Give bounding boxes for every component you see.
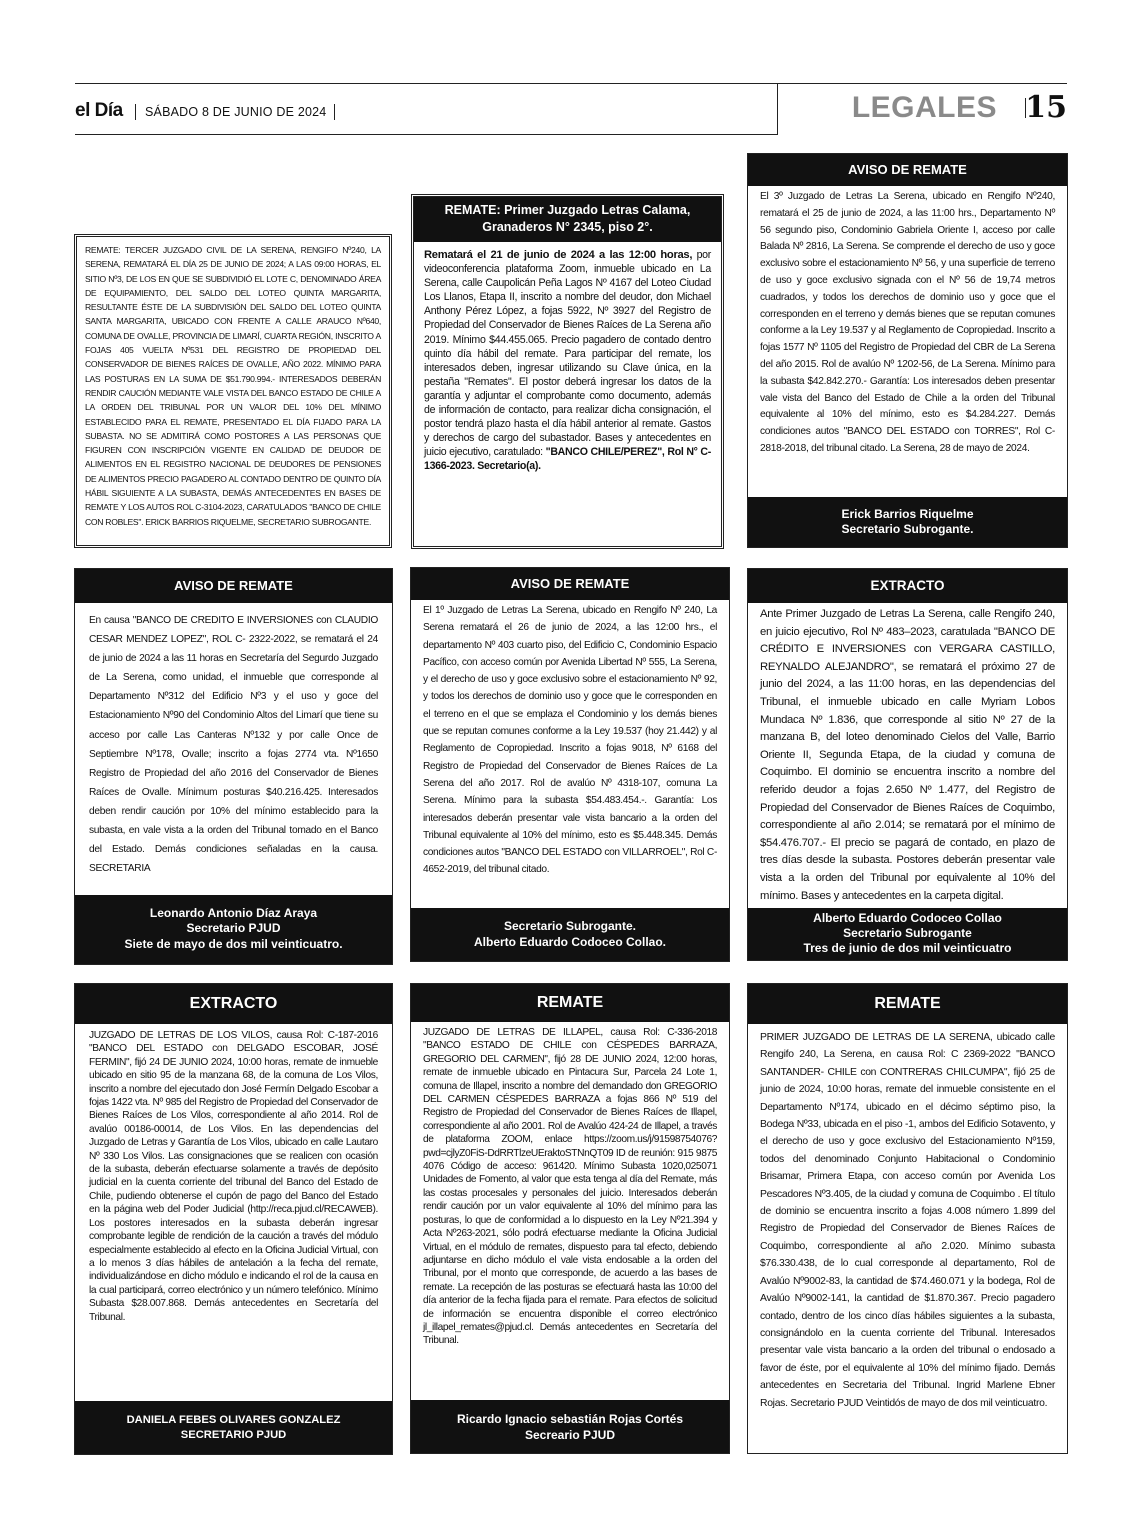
legal-notice-extracto-los-vilos (74, 983, 393, 1455)
legal-notice-aviso-remate-3 (747, 153, 1068, 548)
legal-notice-aviso-remate-ovalle (74, 568, 393, 965)
legal-notice-remate-illapel (410, 983, 730, 1454)
signatory-title: Secretario PJUD (186, 921, 281, 935)
notice-title: AVISO DE REMATE (411, 568, 729, 600)
notice-title: REMATE (748, 984, 1067, 1024)
notice-title: EXTRACTO (748, 569, 1067, 603)
signatory-title: Secretario Subrogante. (841, 522, 974, 536)
page-header (75, 90, 1067, 134)
signatory-name: Leonardo Antonio Díaz Araya (149, 905, 318, 920)
section-title: LEGALES (851, 91, 997, 124)
notice-footer (748, 497, 1067, 547)
header-bottom-rule (75, 134, 778, 135)
legal-notice-remate-calama (411, 194, 724, 549)
header-divider (334, 104, 335, 120)
page-number: 15 (1025, 90, 1067, 125)
notice-title: AVISO DE REMATE (748, 154, 1067, 186)
signatory-name: Erick Barrios Riquelme (841, 507, 974, 521)
notice-body: JUZGADO DE LETRAS DE ILLAPEL, causa Rol: C-336-2018 "BANCO ESTADO DE CHILE con CÉSPEDES BARRAZA, GREGORIO DEL CARMEN", fijó 28 DE JUNIO 2024, 12:00 horas, remate de inmueble ubicado en Pintacura Sur, Parcela 24 Lote 1, comuna de Illapel, inscrito a nombre del demandado don GREGORIO DEL CARMEN CÉSPEDES BARRAZA a fojas 866 Nº 519 del Registro de Propiedad del Conservador de Bienes Raíces de Illapel, correspondiente al año 2001. Rol de Avalúo 424-24 de Illapel, a través de plataforma ZOOM, enlace https://zoom.us/j/91598754076?pwd=cjlyZ0FiS-DdRRTlzeUEraktoSTNnQT09 ID de reunión: 915 9875 4076 Código de acceso: 961420. Mínimo Subasta 1020,025071 Unidades de Fomento, al valor que esta tenga al día del Remate, más las costas procesales y personales del juicio. Interesados deberán rendir caución por un valor equivalente al 10% del mínimo para las posturas, lo que de conformidad a lo dispuesto en la Ley Nº21.394 y Acta Nº263-2021, sólo podrá efectuarse mediante la Oficina Judicial Virtual, en el módulo de remates, dispuesto para tal efecto, debiendo adjuntarse en dicho módulo el vale vista endosable a la orden del Tribunal, por el monto que corresponde, de acuerdo a las bases de remate. La recepción de las posturas se efectuará hasta las 10:00 del día anterior de la fecha fijada para el remate. Para efectos de solicitud de información se encuentra disponible el correo electrónico jl_illapel_remates@pjud.cl. Demás antecedentes en Secretaría del Tribunal. (423, 1027, 717, 1347)
header-top-rule (75, 83, 1067, 84)
notice-footer (411, 908, 729, 961)
notice-footer (75, 895, 392, 965)
notice-lead: Rematará el 21 de junio de 2024 a las 12:00 horas, (424, 249, 693, 261)
signature-date: Tres de junio de dos mil veinticuatro (803, 941, 1012, 955)
signatory-title: SECRETARIO PJUD (180, 1428, 287, 1441)
notice-tail: "BANCO CHILE/PEREZ", Rol N° C-1366-2023. Secretario(a). (424, 446, 711, 473)
newspaper-logo: el Día (75, 100, 123, 121)
notice-body: Ante Primer Juzgado de Letras La Serena, calle Rengifo 240, en juicio ejecutivo, Rol Nº 483–2023, caratulada "BANCO DE CRÉDITO E INVERSIONES con VERGARA CASTILLO, REYNALDO ALEJANDRO", se rematará el próximo 27 de junio del 2024, a las 11:00 horas, en las dependencias del Tribunal, el inmueble ubicado en calle Myriam Lobos Mundaca Nº 1.836, que corresponde al sitio Nº 27 de la manzana B, del loteo denominado Cielos del Valle, Barrio Oriente II, Segunda Etapa, de la ciudad y comuna de Coquimbo. El dominio se encuentra inscrito a nombre del referido deudor a fojas 2.650 Nº 1.477, del Registro de Propiedad del Conservador de Bienes Raíces de Coquimbo, correspondiente al año 2.014; se rematará por el mínimo de $54.476.707.- El precio se pagará de contado, en plazo de tres días desde la subasta. Postores deberán presentar vale vista a la orden del Tribunal por equivalente al 10% del mínimo. Bases y antecedentes en la carpeta digital. (760, 608, 1055, 902)
notice-title: REMATE: Primer Juzgado Letras Calama, Granaderos N° 2345, piso 2°. (414, 197, 721, 242)
legal-notice-remate-coquimbo (747, 983, 1068, 1454)
notice-footer (748, 908, 1067, 960)
legal-notice-aviso-remate-la-serena (410, 567, 730, 962)
signatory-title: Secreario PJUD (524, 1427, 616, 1442)
notice-body: En causa "BANCO DE CREDITO E INVERSIONES con CLAUDIO CESAR MENDEZ LOPEZ", ROL C- 2322-2022, se rematará el 24 de junio de 2024 a las 11 horas en Secretaría del Segurdo Juzgado de La Serena, como unidad, el inmueble que corresponde al Departamento Nº312 del Edificio Nº3 y el uso y goce del Estacionamiento Nº90 del Condominio Altos del Limarí que tiene su acceso por calle Las Canteras Nº132 y por calle Once de Septiembre Nº178, Ovalle; inscrito a fojas 2774 vta. Nº1650 Registro de Propiedad del año 2016 del Conservador de Bienes Raíces de Ovalle. Mínimum posturas $40.216.425. Interesados deben rendir caución por 10% del mínimo establecido para la subasta, en vale vista a la orden del Tribunal tomado en el Banco del Estado. Demás condiciones señaladas en la causa. SECRETARIA (89, 615, 378, 875)
legal-notice-extracto-coquimbo (747, 568, 1068, 961)
notice-body: PRIMER JUZGADO DE LETRAS DE LA SERENA, ubicado calle Rengifo 240, La Serena, en causa Rol: C 2369-2022 "BANCO SANTANDER- CHILE con CONTRERAS CHILCUMPA", fijó 25 de junio de 2024, 10:00 horas, remate del inmueble consistente en el Departamento Nº174, ubicado en el décimo séptimo piso, la Bodega Nº33, ubicada en el piso -1, ambos del Edificio Sotavento, y el derecho de uso y goce exclusivo del Estacionamiento Nº159, todos del denominado Conjunto Habitacional o Condominio Brisamar, Primera Etapa, con acceso común por Avenida Los Pescadores Nº3.405, de la ciudad y comuna de Coquimbo . El título de dominio se encuentra inscrito a fojas 4.008 número 1.899 del Registro de Propiedad del Conservador de Bienes Raíces de Coquimbo, correspondiente al año 2.020. Mínimo subasta $76.330.438, de lo cual corresponde al departamento, Rol de Avalúo Nº9002-83, la cantidad de $74.460.071 y la bodega, Rol de Avalúo Nº9002-141, la cantidad de $1.870.367. Precio pagadero contado, dentro de los cinco días hábiles siguientes a la subasta, consignándolo en la cuenta corriente del Tribunal. Interesados presentar vale vista bancario a la orden del tribunal o endosado a favor de éste, por el equivalente al 10% del mínimo fijado. Demás antecedentes en Secretaria del Tribunal. Ingrid Marlene Ebner Rojas. Secretario PJUD Veintidós de mayo de dos mil veinticuatro. (760, 1032, 1055, 1409)
signatory-title: Secretario Subrogante (843, 926, 972, 940)
notice-body: JUZGADO DE LETRAS DE LOS VILOS, causa Rol: C-187-2016 "BANCO DEL ESTADO con DELGADO ESCOBAR, JOSÉ FERMIN", fijó 24 DE JUNIO 2024, 10:00 horas, remate de inmueble ubicado en sitio 95 de la manzana 68, de la comuna de Los Vilos, inscrito a nombre del ejecutado don José Fermín Delgado Escobar a fojas 1422 vta. Nº 985 del Registro de Propiedad del Conservador de Bienes Raíces de Los Vilos, correspondiente al año 2014. Rol de avalúo 00186-00014, de Los Vilos. En las dependencias del Juzgado de Letras y Garantía de Los Vilos, ubicado en calle Lautaro Nº 330 Los Vilos. Las consignaciones que se realicen con ocasión de la subasta, deberán efectuarse solamente a través de depósito judicial en la cuenta corriente del tribunal del Banco del Estado de Chile, pudiendo obtenerse el cupón de pago del Banco del Estado en la página web del Poder Judicial (http://reca.pjud.cl/RECAWEB). Los postores interesados en la subasta deberán ingresar comprobante legible de rendición de la caución a través del módulo especialmente establecido al efecto en la Oficina Judicial Virtual, con a lo menos 3 días hábiles de antelación a la fecha del remate, individualizándose en dicho módulo e indicando el rol de la causa en la cual participará, correo electrónico y un número telefónico. Mínimo Subasta $28.007.868. Demás antecedentes en Secretaría del Tribunal. (89, 1030, 378, 1323)
signatory-name: DANIELA FEBES OLIVARES GONZALEZ (126, 1414, 341, 1426)
signatory-name: Alberto Eduardo Codoceo Collao (813, 911, 1002, 925)
notice-body: REMATE: TERCER JUZGADO CIVIL DE LA SERENA, RENGIFO Nº240, LA SERENA, REMATARÁ EL DÍA 25 DE JUNIO DE 2024; A LAS 09:00 HORAS, EL SITIO Nº3, DE LOS EN QUE SE SUBDIVIDIÓ EL LOTE C, DENOMINADO ÁREA DE EQUIPAMIENTO, DEL SALDO DEL LOTEO QUINTA MARGARITA, RESULTANTE ÉSTE DE LA SUBDIVISIÓN DEL SALDO DEL LOTEO QUINTA SANTA MARGARITA, UBICADO CON FRENTE A CALLE ARAUCO Nº640, COMUNA DE OVALLE, PROVINCIA DE LIMARÍ, CUARTA REGIÓN, INSCRITO A FOJAS 405 VUELTA Nº531 DEL REGISTRO DE PROPIEDAD DEL CONSERVADOR DE BIENES RAÍCES DE OVALLE, AÑO 2022. MÍNIMO PARA LAS POSTURAS EN LA SUMA DE $51.790.994.- INTERESADOS DEBERÁN RENDIR CAUCIÓN MEDIANTE VALE VISTA DEL BANCO ESTADO DE CHILE A LA ORDEN DEL TRIBUNAL POR UN VALOR DEL 10% DEL MÍNIMO ESTABLECIDO PARA EL REMATE, PRESENTADO EL DÍA FIJADO PARA LA SUBASTA. NO SE ADMITIRÁ COMO POSTORES A LAS PERSONAS QUE FIGUREN CON INSCRIPCIÓN VIGENTE EN CALIDAD DE DEUDOR DE ALIMENTOS EN EL REGISTRO NACIONAL DE DEUDORES DE PENSIONES DE ALIMENTOS PRECIO PAGADERO AL CONTADO DENTRO DE QUINTO DÍA HÁBIL SIGUIENTE A LA SUBASTA, DEMÁS ANTECEDENTES EN BASES DE REMATE Y LOS AUTOS ROL C-3104-2023, CARATULADOS "BANCO DE CHILE CON ROBLES". ERICK BARRIOS RIQUELME, SECRETARIO SUBROGANTE. (85, 245, 381, 527)
signatory-name: Ricardo Ignacio sebastián Rojas Cortés (456, 1412, 684, 1426)
header-divider (135, 104, 136, 120)
signatory-name: Alberto Eduardo Codoceo Collao. (473, 935, 666, 949)
issue-date: SÁBADO 8 DE JUNIO DE 2024 (145, 105, 327, 119)
signature-date: Siete de mayo de dos mil veinticuatro. (124, 936, 343, 951)
notice-body (414, 242, 721, 480)
notice-title: REMATE (411, 984, 729, 1022)
notice-footer (75, 1401, 392, 1454)
notice-title: AVISO DE REMATE (75, 569, 392, 603)
notice-text: por videoconferencia plataforma Zoom, inmueble ubicado en La Serena, calle Caupolicán Peña Lagos Nº 4167 del Loteo Ciudad Los Llanos, Etapa II, inscrito a nombre del deudor, don Michael Anthony Pérez López, a fojas 5922, Nº 3927 del Registro de Propiedad del Conservador de Bienes Raíces de La Serena año 2019. Mínimo $44.455.065. Precio pagadero de contado dentro quinto día hábil del remate. Para participar del remate, los interesados deben, ingresar utilizando su Clave única, en la pestaña "Remates". El postor deberá ingresar los datos de la garantía y adjuntar el comprobante como documento, además de información de contacto, para realizar dicha consignación, el postor tendrá plazo hasta el día hábil anterior al remate. Gastos y derechos de cargo del subastador. Bases y antecedentes en juicio ejecutivo, caratulado: (424, 249, 711, 459)
notice-footer (411, 1400, 729, 1453)
signatory-title: Secretario Subrogante. (503, 919, 637, 933)
notice-title: EXTRACTO (75, 984, 392, 1024)
legal-notice-remate-ovalle (74, 234, 392, 548)
notice-body: El 3º Juzgado de Letras La Serena, ubicado en Rengifo Nº240, rematará el 25 de junio de 2024, a las 11:00 hrs., Departamento Nº 56 segundo piso, Condominio Gabriela Oriente I, acceso por calle Balada Nº 2816, La Serena. Se comprende el derecho de uso y goce exclusivo sobre el estacionamiento Nº 56, y una superficie de terreno de uso y goce exclusivo signada con el Nº 56 de 19,74 metros cuadrados, y todos los derechos de dominio uso y goce que el corresponden en el terreno y demás bienes que se reputan comunes conforme a la Ley 19.537 y al Reglamento de Copropiedad. Inscrito a fojas 1577 Nº 1105 del Registro de Propiedad del CBR de La Serena del año 2015. Rol de avalúo Nº 1202-56, de La Serena. Mínimo para la subasta $42.842.270.- Garantía: Los interesados deben presentar vale vista del Banco del Estado de Chile a la orden del Tribunal equivalente al 10% del mínimo, esto es $4.284.227. Demás condiciones autos "BANCO DEL ESTADO con TORRES", Rol C-2818-2018, del tribunal citado. La Serena, 28 de mayo de 2024. (760, 191, 1055, 454)
notice-body: El 1º Juzgado de Letras La Serena, ubicado en Rengifo Nº 240, La Serena rematará el 26 de junio de 2024, a las 12:00 hrs., el departamento Nº 403 cuarto piso, del Edificio C, Condominio Espacio Pacífico, con acceso común por Avenida Libertad Nº 555, La Serena, y el derecho de uso y goce exclusivo sobre el estacionamiento Nº 92, y todos los derechos de dominio uso y goce que le corresponden en el terreno en el que se emplaza el Condominio y los demás bienes que se reputan comunes conforme a la Ley 19.537 (hoy 21.442) y al Reglamento de Copropiedad. Inscrito a fojas 9018, Nº 6168 del Registro de Propiedad del Conservador de Bienes Raíces de La Serena del año 2017. Rol de avalúo Nº 4318-107, comuna La Serena. Mínimo para la subasta $54.483.454.-. Garantía: Los interesados deberán presentar vale vista bancario a la orden del Tribunal equivalente al 10% del mínimo, esto es $5.448.345. Demás condiciones autos "BANCO DEL ESTADO con VILLARROEL", Rol C-4652-2019, del tribunal citado. (423, 605, 717, 876)
header-vertical-rule (777, 84, 778, 135)
